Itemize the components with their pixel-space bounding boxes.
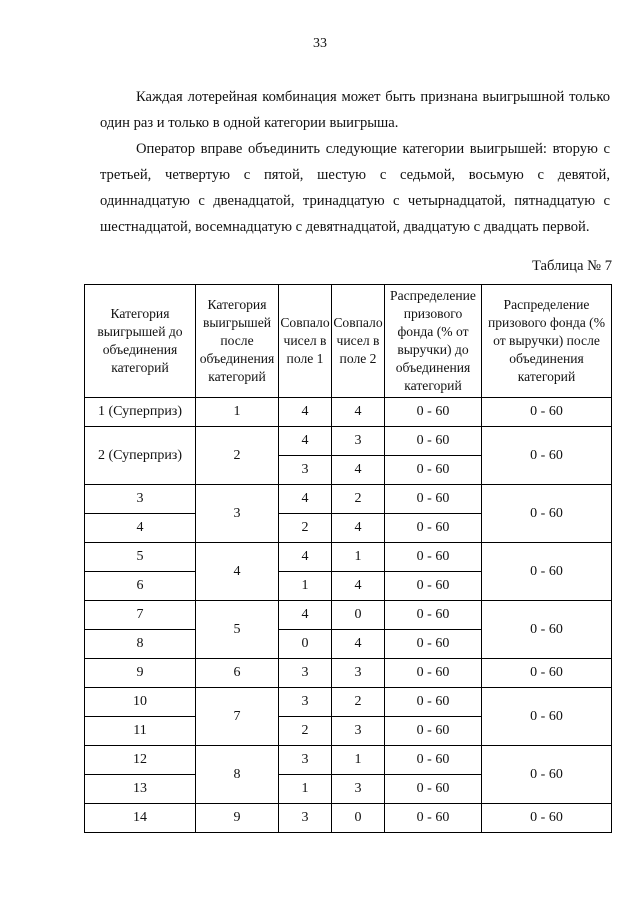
cell-distribution-before: 0 - 60 — [385, 514, 482, 543]
cell-matches-field-2: 2 — [332, 485, 385, 514]
cell-category-after: 4 — [196, 543, 279, 601]
table-row — [85, 427, 612, 456]
header-category-before: Категория выигрышей до объединения категорий — [85, 285, 196, 398]
table-row — [85, 688, 612, 717]
cell-category-before: 2 (Суперприз) — [85, 427, 196, 485]
cell-category-after: 3 — [196, 485, 279, 543]
cell-distribution-before: 0 - 60 — [385, 485, 482, 514]
cell-matches-field-1: 0 — [279, 630, 332, 659]
cell-matches-field-1: 3 — [279, 688, 332, 717]
table-row — [85, 543, 612, 572]
cell-matches-field-1: 4 — [279, 398, 332, 427]
cell-distribution-after: 0 - 60 — [482, 746, 612, 804]
header-category-after: Категория выигрышей после объединения категорий — [196, 285, 279, 398]
cell-matches-field-2: 2 — [332, 688, 385, 717]
cell-category-after: 7 — [196, 688, 279, 746]
cell-distribution-after: 0 - 60 — [482, 427, 612, 485]
page-number: 33 — [313, 36, 327, 51]
cell-distribution-after: 0 - 60 — [482, 688, 612, 746]
cell-category-before: 3 — [85, 485, 196, 514]
cell-matches-field-1: 3 — [279, 804, 332, 833]
cell-matches-field-2: 4 — [332, 630, 385, 659]
cell-matches-field-2: 1 — [332, 543, 385, 572]
cell-distribution-before: 0 - 60 — [385, 775, 482, 804]
cell-category-before: 10 — [85, 688, 196, 717]
cell-distribution-after: 0 - 60 — [482, 543, 612, 601]
header-matches-field-2: Совпало чисел в поле 2 — [332, 285, 385, 398]
paragraph-category-merge: Оператор вправе объединить следующие категории выигрышей: вторую с третьей, четвертую с пятой, шестую с седьмой, восьмую с девятой, одиннадцатую с двенадцатой, тринадцатую с четырнадцатой, пятнадцатую с шестнадцатой, восемнадцатую с девятнадцатой, двадцатую с двадцать первой. — [100, 141, 610, 235]
cell-distribution-before: 0 - 60 — [385, 543, 482, 572]
cell-matches-field-2: 4 — [332, 456, 385, 485]
cell-matches-field-1: 3 — [279, 659, 332, 688]
cell-matches-field-2: 4 — [332, 514, 385, 543]
cell-matches-field-1: 1 — [279, 775, 332, 804]
cell-distribution-before: 0 - 60 — [385, 601, 482, 630]
header-distribution-before: Распределение призового фонда (% от выручки) до объединения категорий — [385, 285, 482, 398]
header-matches-field-1: Совпало чисел в поле 1 — [279, 285, 332, 398]
cell-category-after: 5 — [196, 601, 279, 659]
cell-matches-field-2: 4 — [332, 398, 385, 427]
cell-category-before: 7 — [85, 601, 196, 630]
cell-distribution-before: 0 - 60 — [385, 572, 482, 601]
table-row — [85, 485, 612, 514]
cell-matches-field-1: 3 — [279, 746, 332, 775]
cell-distribution-before: 0 - 60 — [385, 630, 482, 659]
cell-distribution-after: 0 - 60 — [482, 485, 612, 543]
cell-matches-field-2: 3 — [332, 717, 385, 746]
cell-category-after: 9 — [196, 804, 279, 833]
cell-distribution-before: 0 - 60 — [385, 659, 482, 688]
cell-matches-field-1: 4 — [279, 427, 332, 456]
cell-matches-field-1: 4 — [279, 543, 332, 572]
cell-category-before: 4 — [85, 514, 196, 543]
cell-matches-field-2: 4 — [332, 572, 385, 601]
cell-category-before: 11 — [85, 717, 196, 746]
cell-category-before: 9 — [85, 659, 196, 688]
table-row — [85, 804, 612, 833]
prize-categories-table — [84, 284, 612, 833]
table-header-row — [85, 285, 612, 398]
cell-category-after: 6 — [196, 659, 279, 688]
cell-matches-field-1: 4 — [279, 601, 332, 630]
header-distribution-after: Распределение призового фонда (% от выручки) после объединения категорий — [482, 285, 612, 398]
cell-category-before: 1 (Суперприз) — [85, 398, 196, 427]
cell-category-after: 8 — [196, 746, 279, 804]
cell-matches-field-1: 4 — [279, 485, 332, 514]
table-row — [85, 398, 612, 427]
cell-category-after: 1 — [196, 398, 279, 427]
cell-matches-field-2: 3 — [332, 775, 385, 804]
cell-category-before: 12 — [85, 746, 196, 775]
cell-distribution-before: 0 - 60 — [385, 688, 482, 717]
cell-distribution-after: 0 - 60 — [482, 398, 612, 427]
cell-distribution-before: 0 - 60 — [385, 717, 482, 746]
cell-matches-field-2: 3 — [332, 659, 385, 688]
table-row — [85, 659, 612, 688]
cell-category-after: 2 — [196, 427, 279, 485]
cell-distribution-before: 0 - 60 — [385, 804, 482, 833]
cell-matches-field-2: 1 — [332, 746, 385, 775]
cell-distribution-after: 0 - 60 — [482, 804, 612, 833]
table-row — [85, 601, 612, 630]
cell-matches-field-2: 3 — [332, 427, 385, 456]
cell-category-before: 13 — [85, 775, 196, 804]
cell-distribution-before: 0 - 60 — [385, 456, 482, 485]
cell-distribution-after: 0 - 60 — [482, 659, 612, 688]
cell-category-before: 8 — [85, 630, 196, 659]
cell-matches-field-2: 0 — [332, 601, 385, 630]
cell-category-before: 6 — [85, 572, 196, 601]
cell-distribution-before: 0 - 60 — [385, 398, 482, 427]
cell-matches-field-1: 1 — [279, 572, 332, 601]
cell-matches-field-1: 2 — [279, 717, 332, 746]
cell-distribution-after: 0 - 60 — [482, 601, 612, 659]
cell-distribution-before: 0 - 60 — [385, 427, 482, 456]
table-row — [85, 746, 612, 775]
paragraph-combination-rule: Каждая лотерейная комбинация может быть признана выигрышной только один раз и только в одной категории выигрыша. — [100, 89, 610, 131]
cell-category-before: 14 — [85, 804, 196, 833]
table-caption: Таблица № 7 — [532, 258, 612, 274]
cell-matches-field-2: 0 — [332, 804, 385, 833]
cell-matches-field-1: 3 — [279, 456, 332, 485]
cell-category-before: 5 — [85, 543, 196, 572]
cell-matches-field-1: 2 — [279, 514, 332, 543]
cell-distribution-before: 0 - 60 — [385, 746, 482, 775]
